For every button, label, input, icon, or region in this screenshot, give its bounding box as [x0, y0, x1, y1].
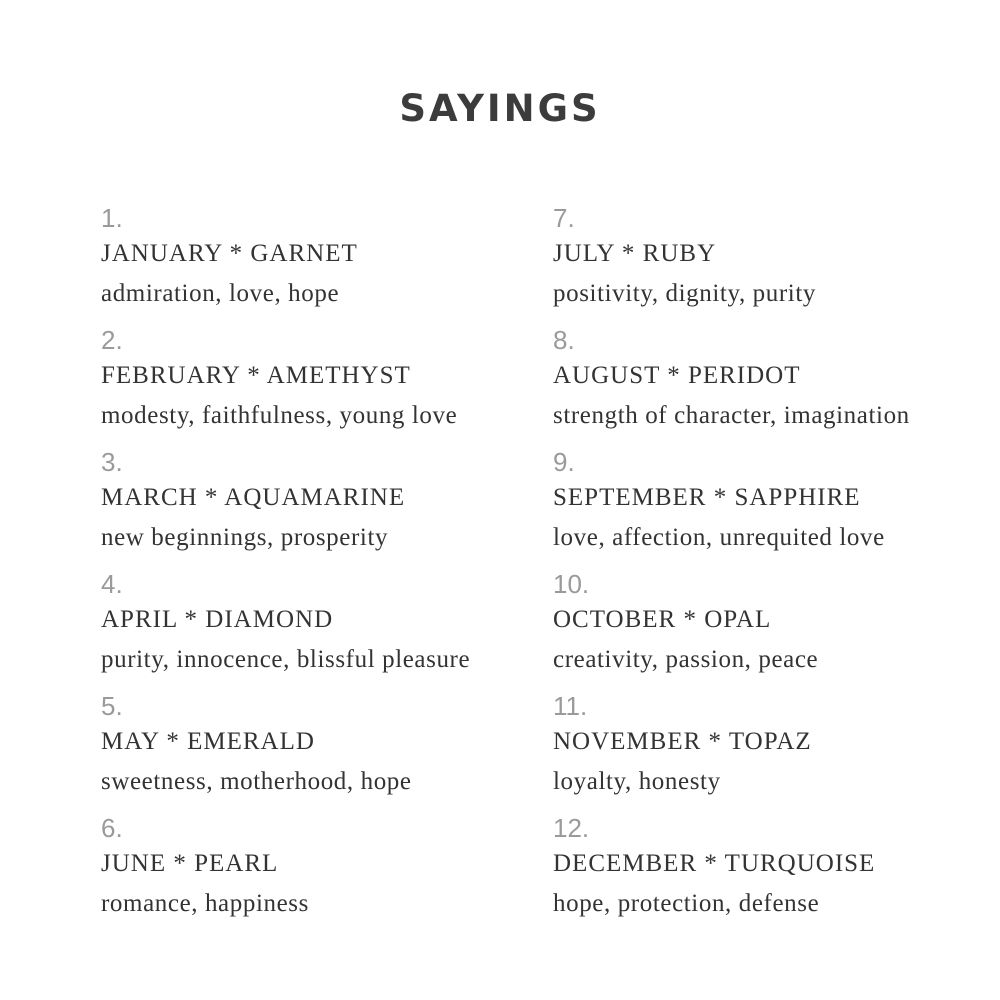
item-description: loyalty, honesty: [553, 768, 721, 795]
list-item: [553, 444, 993, 566]
item-description: modesty, faithfulness, young love: [101, 402, 458, 429]
item-heading: APRIL * DIAMOND: [101, 606, 334, 633]
item-number: 1.: [101, 203, 123, 233]
list-item: [101, 200, 541, 322]
list-item: [101, 688, 541, 810]
item-number: 2.: [101, 325, 123, 355]
item-heading: OCTOBER * OPAL: [553, 606, 772, 633]
item-number: 3.: [101, 447, 123, 477]
item-heading: DECEMBER * TURQUOISE: [553, 850, 876, 877]
list-item: [553, 688, 993, 810]
item-number: 11.: [553, 691, 588, 721]
list-item: [101, 566, 541, 688]
item-description: strength of character, imagination: [553, 402, 910, 429]
item-heading: JUNE * PEARL: [101, 850, 279, 877]
list-item: [101, 444, 541, 566]
item-heading: JANUARY * GARNET: [101, 240, 358, 267]
page-title: SAYINGS: [399, 87, 601, 130]
item-description: romance, happiness: [101, 890, 309, 917]
item-number: 5.: [101, 691, 123, 721]
item-number: 7.: [553, 203, 575, 233]
item-description: admiration, love, hope: [101, 280, 340, 307]
item-description: love, affection, unrequited love: [553, 524, 885, 551]
item-number: 6.: [101, 813, 123, 843]
item-heading: FEBRUARY * AMETHYST: [101, 362, 411, 389]
item-number: 12.: [553, 813, 590, 843]
list-item: [553, 566, 993, 688]
item-heading: MARCH * AQUAMARINE: [101, 484, 406, 511]
item-heading: SEPTEMBER * SAPPHIRE: [553, 484, 861, 511]
item-number: 10.: [553, 569, 590, 599]
item-description: new beginnings, prosperity: [101, 524, 389, 551]
item-description: creativity, passion, peace: [553, 646, 819, 673]
item-number: 4.: [101, 569, 123, 599]
item-description: purity, innocence, blissful pleasure: [101, 646, 471, 673]
item-heading: MAY * EMERALD: [101, 728, 315, 755]
item-heading: NOVEMBER * TOPAZ: [553, 728, 812, 755]
item-description: hope, protection, defense: [553, 890, 820, 917]
list-item: [101, 810, 541, 932]
list-item: [553, 200, 993, 322]
item-description: sweetness, motherhood, hope: [101, 768, 412, 795]
item-heading: JULY * RUBY: [553, 240, 717, 267]
list-item: [553, 322, 993, 444]
item-number: 9.: [553, 447, 575, 477]
list-item: [553, 810, 993, 932]
item-heading: AUGUST * PERIDOT: [553, 362, 801, 389]
right-column: [553, 200, 993, 932]
list-item: [101, 322, 541, 444]
item-number: 8.: [553, 325, 575, 355]
left-column: [101, 200, 541, 932]
item-description: positivity, dignity, purity: [553, 280, 816, 307]
